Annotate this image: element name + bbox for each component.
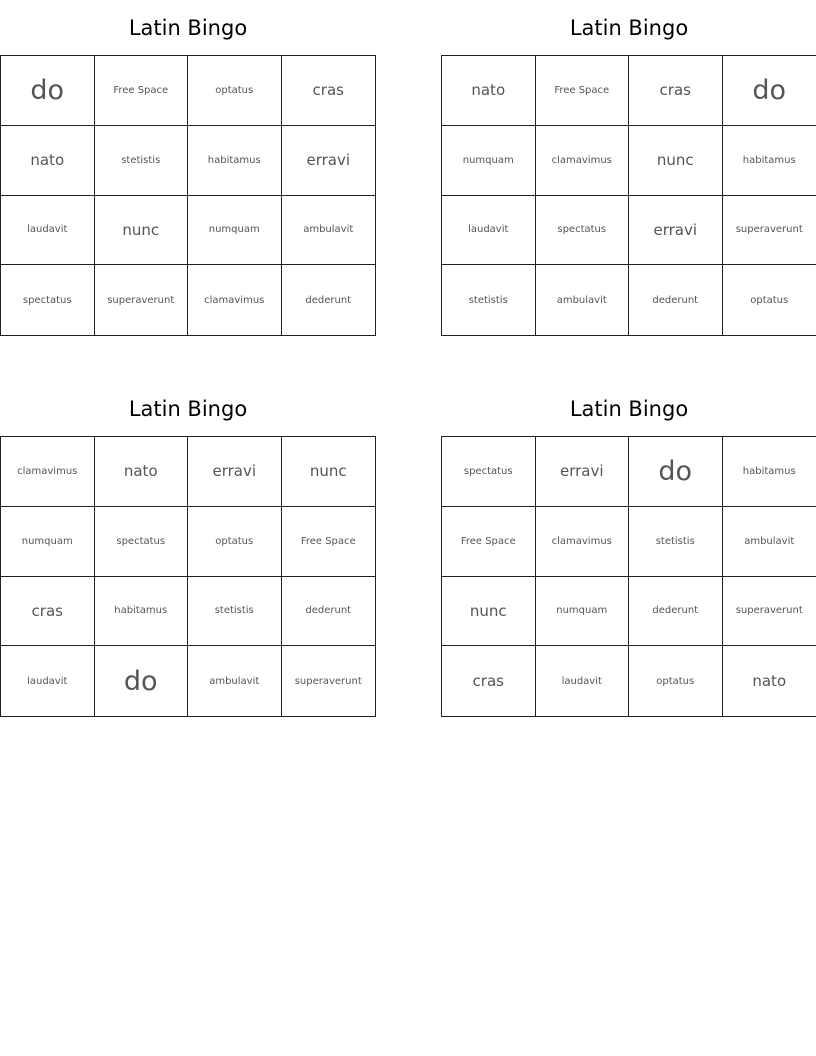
bingo-cell: superaverunt — [294, 675, 362, 687]
bingo-cell: superaverunt — [723, 196, 816, 266]
bingo-cell: Free Space — [282, 507, 376, 577]
bingo-cell: cras — [442, 646, 536, 716]
bingo-cell: do — [95, 646, 189, 716]
bingo-cell: clamavimus — [536, 126, 630, 196]
bingo-cell: ambulavit — [282, 196, 376, 266]
card-title: Latin Bingo — [128, 16, 248, 40]
bingo-cell: Free Space — [442, 507, 536, 577]
bingo-cell: nunc — [282, 437, 376, 507]
bingo-cell: laudavit — [1, 646, 95, 716]
bingo-cell: do — [629, 437, 723, 507]
bingo-cell: dederunt — [305, 294, 352, 306]
bingo-cell: spectatus — [95, 507, 189, 577]
bingo-cell: dederunt — [629, 265, 723, 335]
bingo-cell: laudavit — [1, 196, 95, 266]
bingo-cell: habitamus — [723, 437, 816, 507]
bingo-cell: Free Space — [95, 56, 189, 126]
bingo-cell: dederunt — [282, 577, 376, 647]
bingo-cell: nunc — [95, 196, 189, 266]
bingo-cell: do — [723, 56, 816, 126]
bingo-cell: cras — [629, 56, 723, 126]
bingo-cell: erravi — [629, 196, 723, 266]
bingo-cell: numquam — [442, 126, 536, 196]
bingo-grid — [441, 55, 816, 336]
card-title: Latin Bingo — [569, 397, 689, 421]
bingo-cell: spectatus — [442, 437, 536, 507]
bingo-cell: erravi — [188, 437, 282, 507]
bingo-cell: superaverunt — [95, 265, 189, 335]
card-title: Latin Bingo — [128, 397, 248, 421]
bingo-cell: habitamus — [95, 577, 189, 647]
bingo-cell: numquam — [188, 196, 282, 266]
bingo-cell: clamavimus — [536, 507, 630, 577]
bingo-cell: optatus — [188, 507, 282, 577]
bingo-card-4 — [441, 381, 816, 717]
bingo-card-1 — [0, 0, 376, 336]
bingo-cell: Free Space — [536, 56, 630, 126]
bingo-cell: nato — [752, 672, 787, 691]
bingo-cell: spectatus — [536, 196, 630, 266]
bingo-grid — [0, 55, 376, 336]
bingo-cell: cras — [1, 577, 95, 647]
bingo-cell: ambulavit — [536, 265, 630, 335]
bingo-cell: erravi — [536, 437, 630, 507]
bingo-cell: nunc — [629, 126, 723, 196]
bingo-cell: clamavimus — [1, 437, 95, 507]
bingo-cell: superaverunt — [723, 577, 816, 647]
bingo-cell: optatus — [750, 294, 789, 306]
bingo-cell: laudavit — [442, 196, 536, 266]
bingo-card-3 — [0, 381, 376, 717]
bingo-cell: optatus — [629, 646, 723, 716]
bingo-grid — [441, 436, 816, 717]
bingo-cell: laudavit — [536, 646, 630, 716]
bingo-cell: habitamus — [723, 126, 816, 196]
bingo-cell: erravi — [282, 126, 376, 196]
bingo-cell: ambulavit — [188, 646, 282, 716]
bingo-cell: habitamus — [188, 126, 282, 196]
card-title: Latin Bingo — [569, 16, 689, 40]
bingo-cell: nato — [442, 56, 536, 126]
bingo-card-2 — [441, 0, 816, 336]
bingo-cell: stetistis — [95, 126, 189, 196]
bingo-cell: stetistis — [442, 265, 536, 335]
bingo-cell: dederunt — [629, 577, 723, 647]
bingo-cell: do — [1, 56, 95, 126]
bingo-cell: stetistis — [629, 507, 723, 577]
bingo-grid — [0, 436, 376, 717]
bingo-cell: nato — [1, 126, 95, 196]
bingo-cell: nunc — [442, 577, 536, 647]
bingo-cell: optatus — [188, 56, 282, 126]
bingo-cell: numquam — [536, 577, 630, 647]
bingo-cell: stetistis — [188, 577, 282, 647]
bingo-cell: cras — [282, 56, 376, 126]
bingo-cell: ambulavit — [723, 507, 816, 577]
bingo-cell: nato — [95, 437, 189, 507]
bingo-cell: numquam — [1, 507, 95, 577]
bingo-cell: clamavimus — [188, 265, 282, 335]
bingo-cell: spectatus — [1, 265, 95, 335]
